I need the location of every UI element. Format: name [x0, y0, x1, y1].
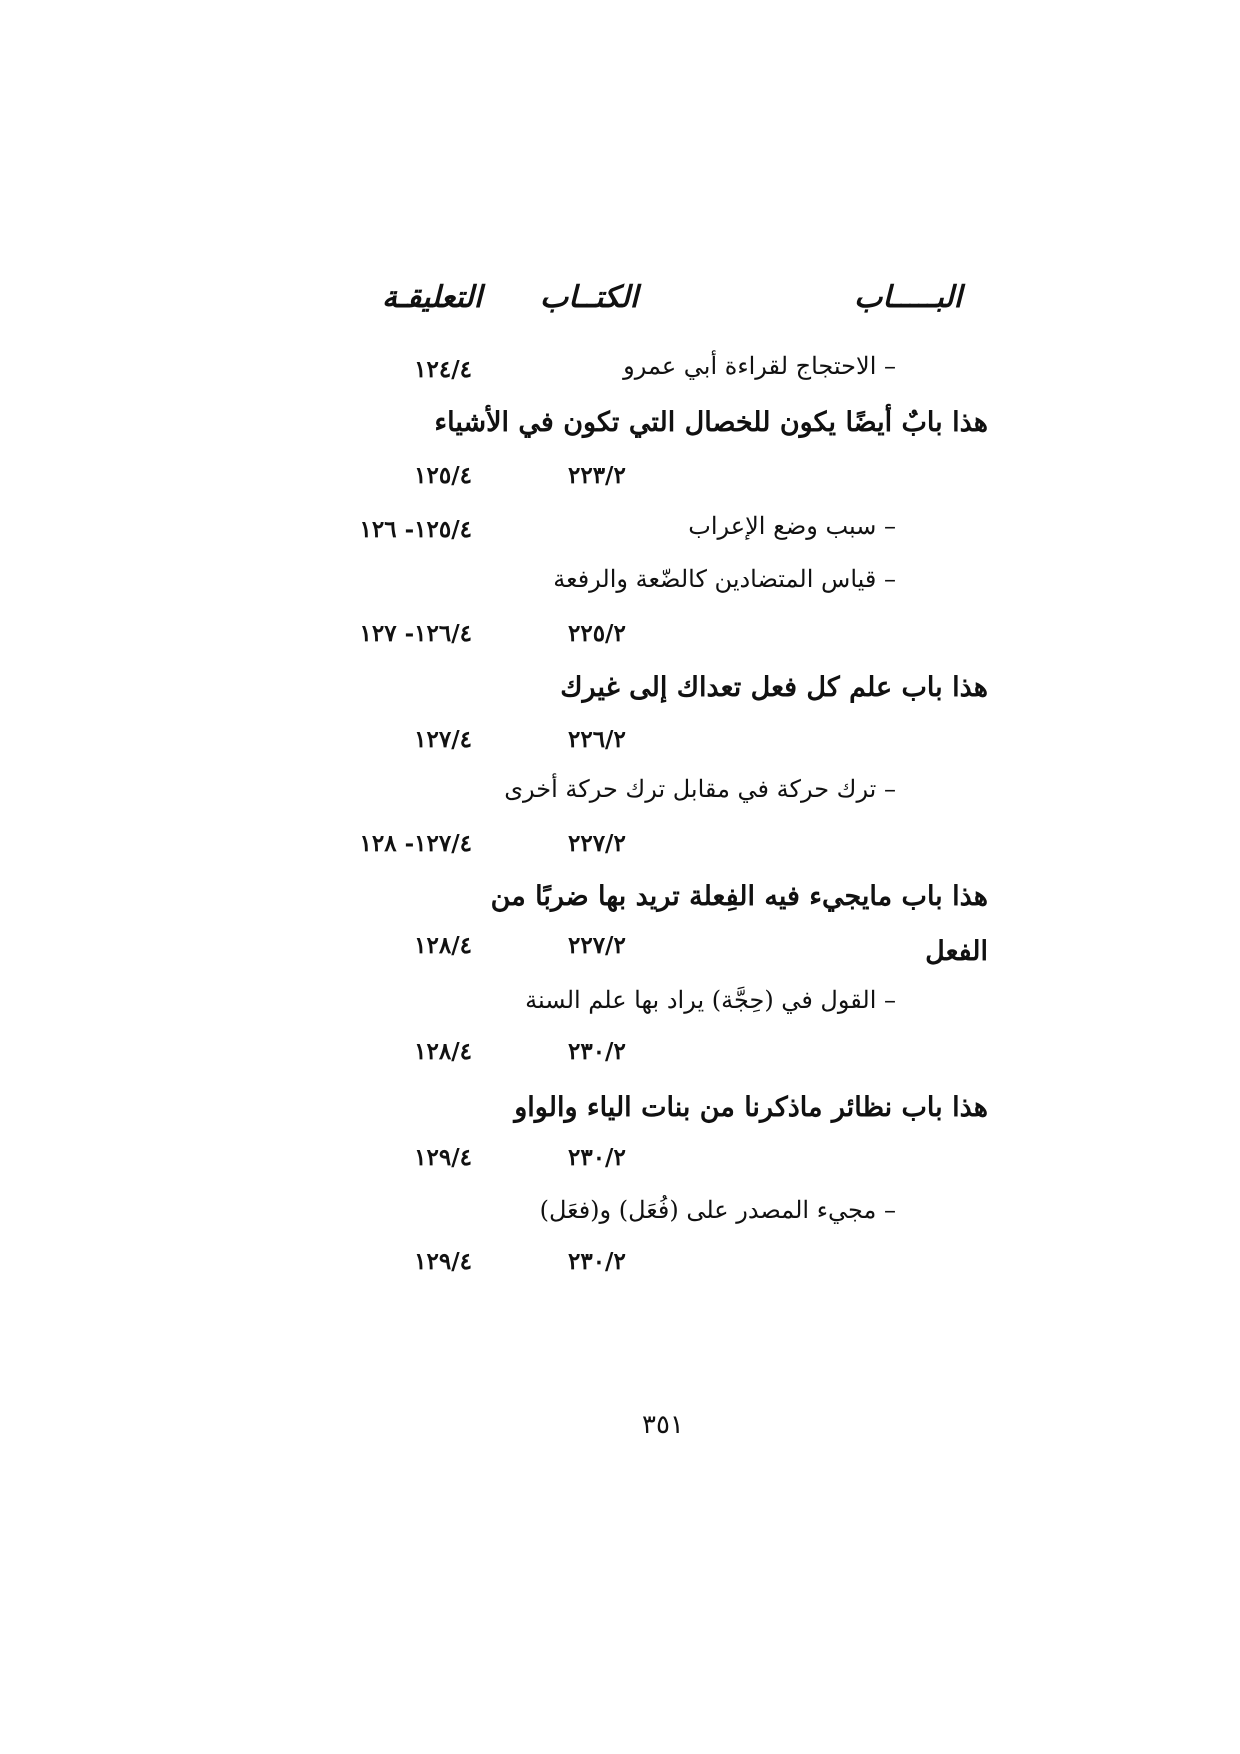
- taliqa-ref: ١٢٥/٤: [414, 462, 472, 489]
- topic-text: – الاحتجاج لقراءة أبي عمرو: [623, 352, 896, 380]
- column-header-taliqa: التعليقـة: [382, 280, 483, 315]
- kitab-ref: ٢٣٠/٢: [568, 1144, 626, 1171]
- kitab-ref: ٢٢٥/٢: [568, 620, 626, 647]
- topic-text: – قياس المتضادين كالضّعة والرفعة: [553, 565, 896, 593]
- kitab-ref: ٢٢٦/٢: [568, 726, 626, 753]
- chapter-heading-continued: الفعل: [925, 936, 988, 967]
- taliqa-ref: ١٢٨/٤: [414, 1038, 472, 1065]
- chapter-heading: هذا بابٌ أيضًا يكون للخصال التي تكون في الأشياء: [434, 407, 988, 438]
- kitab-ref: ٢٣٠/٢: [568, 1248, 626, 1275]
- topic-text: – القول في (حِجَّة) يراد بها علم السنة: [525, 986, 896, 1014]
- taliqa-ref: ١٢٨/٤: [414, 932, 472, 959]
- taliqa-ref: ١٢٩/٤: [414, 1248, 472, 1275]
- kitab-ref: ٢٢٣/٢: [568, 462, 626, 489]
- page-number: ٣٥١: [642, 1410, 684, 1440]
- chapter-heading: هذا باب علم كل فعل تعداك إلى غيرك: [560, 672, 988, 703]
- topic-text: – ترك حركة في مقابل ترك حركة أخرى: [504, 775, 896, 803]
- taliqa-ref: ١٢٧/٤: [414, 726, 472, 753]
- taliqa-ref: ١٢٥/٤- ١٢٦: [359, 516, 472, 543]
- column-header-bab: البـــــاب: [854, 280, 962, 315]
- chapter-heading: هذا باب مايجيء فيه الفِعلة تريد بها ضربًا من: [490, 881, 988, 912]
- taliqa-ref: ١٢٤/٤: [414, 356, 472, 383]
- taliqa-ref: ١٢٩/٤: [414, 1144, 472, 1171]
- kitab-ref: ٢٢٧/٢: [568, 830, 626, 857]
- kitab-ref: ٢٣٠/٢: [568, 1038, 626, 1065]
- taliqa-ref: ١٢٧/٤- ١٢٨: [359, 830, 472, 857]
- kitab-ref: ٢٢٧/٢: [568, 932, 626, 959]
- topic-text: – مجيء المصدر على (فُعَل) و(فعَل): [539, 1196, 896, 1224]
- topic-text: – سبب وضع الإعراب: [688, 512, 896, 540]
- taliqa-ref: ١٢٦/٤- ١٢٧: [359, 620, 472, 647]
- column-header-kitab: الكتــاب: [540, 280, 639, 315]
- chapter-heading: هذا باب نظائر ماذكرنا من بنات الياء والواو: [514, 1092, 988, 1123]
